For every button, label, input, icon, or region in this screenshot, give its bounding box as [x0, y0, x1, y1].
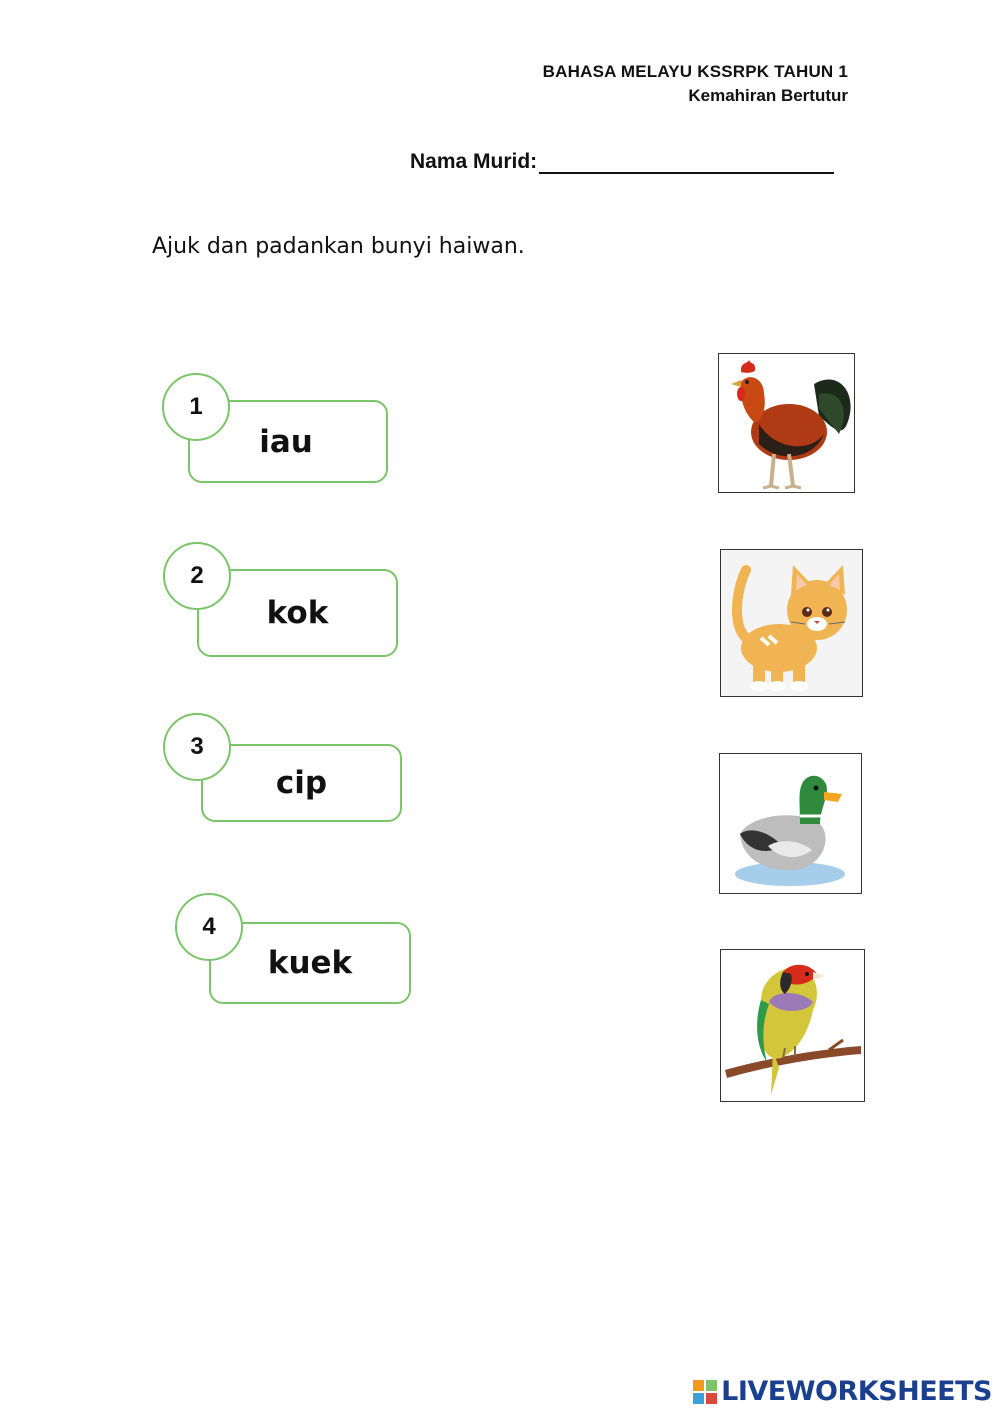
instruction-text: Ajuk dan padankan bunyi haiwan.: [152, 234, 525, 259]
skill-subtitle: Kemahiran Bertutur: [688, 86, 848, 105]
name-field[interactable]: [539, 150, 834, 174]
bird-icon: [721, 950, 864, 1101]
duck-icon: [720, 754, 861, 893]
number-circle-1: [162, 373, 230, 441]
worksheet-header: [543, 62, 848, 106]
word-label: kuek: [267, 945, 353, 981]
cat-picture[interactable]: [720, 549, 863, 697]
number-label: 4: [202, 913, 216, 940]
liveworksheets-logo-icon: [693, 1380, 717, 1404]
number-label: 3: [190, 733, 204, 760]
number-circle-4: [175, 893, 243, 961]
duck-picture[interactable]: [719, 753, 862, 894]
student-name-row: [410, 150, 834, 174]
cat-icon: [721, 550, 862, 696]
word-label: iau: [259, 423, 313, 460]
number-label: 1: [189, 393, 203, 420]
number-circle-2: [163, 542, 231, 610]
rooster-picture[interactable]: [718, 353, 855, 493]
word-box-3[interactable]: [201, 744, 402, 822]
rooster-icon: [719, 354, 854, 492]
name-label: Nama Murid:: [410, 150, 538, 173]
number-circle-3: [163, 713, 231, 781]
number-label: 2: [190, 562, 204, 589]
brand-name: LIVEWORKSHEETS: [721, 1376, 992, 1407]
liveworksheets-footer: [693, 1376, 992, 1407]
word-label: kok: [266, 595, 329, 631]
word-label: cip: [275, 765, 328, 801]
subject-title: BAHASA MELAYU KSSRPK TAHUN 1: [542, 62, 848, 81]
bird-picture[interactable]: [720, 949, 865, 1102]
